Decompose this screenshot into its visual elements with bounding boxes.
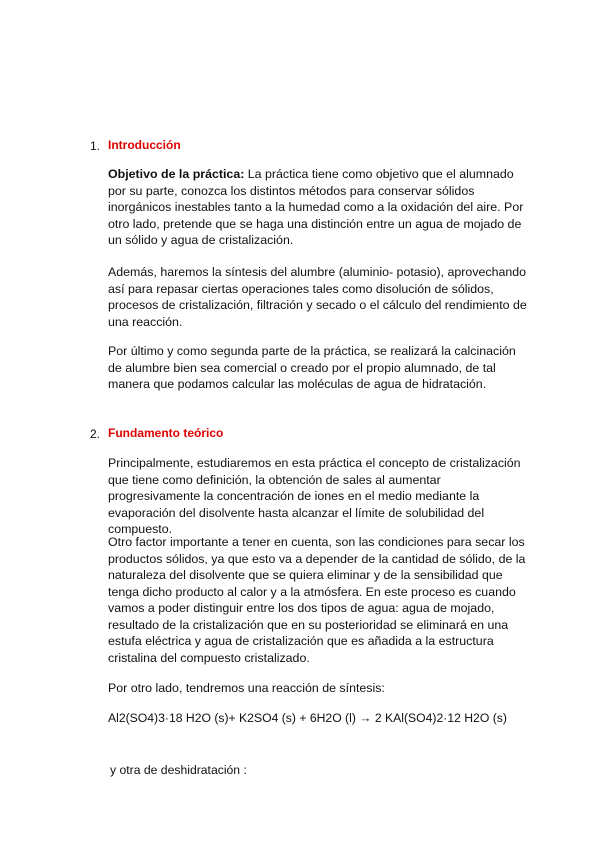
section-1-paragraph-3: Por último y como segunda parte de la práctica, se realizará la calcinación de alumbre bien sea comercial o creado por el propio alumnado, de tal manera que podamos calcular las moléculas de agua de hidratación. <box>108 344 516 391</box>
section-1-heading: Introducción <box>108 138 181 152</box>
section-1-paragraph-2: Además, haremos la síntesis del alumbre (aluminio- potasio), aprovechando así para repasar ciertas operaciones tales como disolución de sólidos, procesos de cristalización, filtración y secado o el cálculo del rendimiento de una reacción. <box>108 265 527 329</box>
section-1-objective-paragraph <box>108 166 528 249</box>
section-2-paragraph-4: y otra de deshidratación : <box>110 763 247 777</box>
section-2-paragraph-3: Por otro lado, tendremos una reacción de síntesis: <box>108 681 385 695</box>
objective-text: La práctica tiene como objetivo que el alumnado por su parte, conozca los distintos métodos para conservar sólidos inorgánicos inestables tanto a la humedad como a la oxidación del aire. Por otro lado, pretende que se haga una distinción entre un agua de mojado de un sólido y agua de cristalización. <box>108 167 524 247</box>
section-2-paragraph-2: Otro factor importante a tener en cuenta, son las condiciones para secar los productos sólidos, ya que esto va a depender de la cantidad de sólido, de la naturaleza del disolvente que se quiera eliminar y de la sensibilidad que tenga dicho producto al calor y a la atmósfera. En este proceso es cuando vamos a poder distinguir entre los dos tipos de agua: agua de mojado, resultado de la cristalización que en su posterioridad se eliminará en una estufa eléctrica y agua de cristalización que es añadida a la estructura cristalina del compuesto cristalizado. <box>108 535 526 665</box>
section-2-number: 2. <box>90 427 101 441</box>
section-2-paragraph-1: Principalmente, estudiaremos en esta práctica el concepto de cristalización que tiene como definición, la obtención de sales al aumentar progresivamente la concentración de iones en el medio mediante la evaporación del disolvente hasta alcanzar el límite de solubilidad del compuesto. <box>108 456 521 536</box>
objective-label: Objetivo de la práctica: <box>108 167 245 181</box>
section-2-heading: Fundamento teórico <box>108 426 224 440</box>
section-1-number: 1. <box>90 139 101 153</box>
synthesis-reaction: Al2(SO4)3·18 H2O (s)+ K2SO4 (s) + 6H2O (l) → 2 KAl(SO4)2·12 H2O (s) <box>108 711 507 725</box>
